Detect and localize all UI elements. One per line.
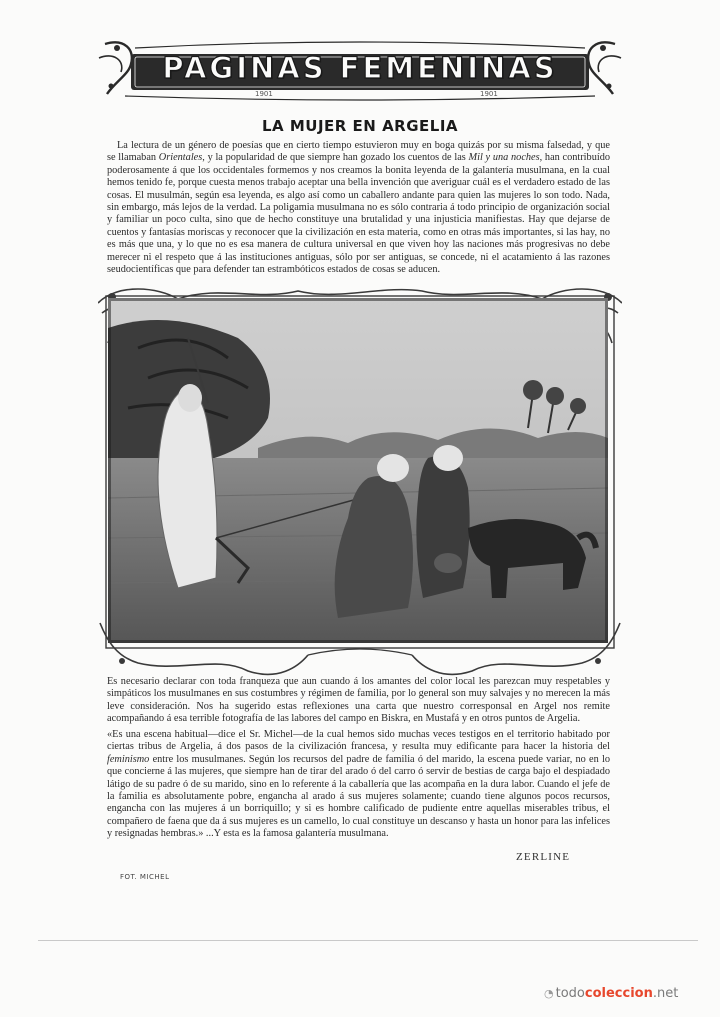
- photo-credit: FOT. MICHEL: [120, 873, 170, 881]
- article-body-paragraph: Es necesario declarar con toda franqueza que aun cuando á los amantes del color local les parezcan muy respetables y simpáticos los musulmanes en sus costumbres y régimen de familia, por lo general son muy salvajes y no merecen la más leve consideración. Nos ha sugerido estas reflexiones una carta que nuestro corresponsal en Argel nos remite acompañando á esa terrible fotografía de las labores del campo en Biskra, en Mustafá y en otros puntos de Argelia.: [107, 676, 610, 725]
- intro-text-c: , han contribuído poderosamente á que los occidentales formemos y nos creamos la bonita leyenda de la galantería musulmana, en la cual hemos tenido fe, porque cuesta menos trabajo aceptar una bella invención que averiguar cuál es el verdadero estado de las cosas. El musulmán, según esa leyenda, es algo así como un caballero andante para quien las mujeres lo son todo. Nada, sin embargo, más lejos de la verdad. La poligamia musulmana no es sólo contraria á todo principio de organización social y familiar un poco culta, sino que de hecho constituye una brutalidad y una injusticia manifiestas. Hay que dejarse de cuentos y fantasías moriscas y reconocer que la civilización en esta materia, como en otras más importantes, si las hay, no es más que una, y lo que no es esa manera de cultura universal en que viven hoy las naciones más progresivas no debe merecer ni el respeto que á las instituciones antiguas, sólo por ser antiguas, se concede, ni el acatamiento á las razones seudocientíficas que para defender tan estrambóticos estados de cosas se aducen.: [107, 152, 610, 276]
- quote-text-a: «Es una escena habitual—dice el Sr. Michel—de la cual hemos sido muchas veces testigos en el territorio habitado por ciertas tribus de Argelia, á dos pasos de la civilización francesa, y resulta muy edificante para hacer la historia del: [107, 729, 610, 753]
- intro-text-b: , y la popularidad de que siempre han gozado los cuentos de las: [202, 152, 469, 164]
- quote-italic-feminismo: feminismo: [107, 753, 150, 765]
- intro-italic-mil-y-una-noches: Mil y una noches: [468, 152, 540, 164]
- watermark: [544, 986, 678, 1001]
- quote-text-b: entre los musulmanes. Según los recursos del padre de familia ó del marido, la escena puede variar, no en lo que concierne á las mujeres, que siempre han de tirar del arado ó del carro ó servir de bestias de carga bajo el despiadado látigo de su padre ó de su marido, sino en lo referente á la caballería que las acompaña en la dura labor. Cuando el jefe de la familia es absolutamente pobre, engancha al arado á sus mujeres solamente; cuando tiene algunos pocos recursos, engancha con las mujeres á un borriquillo; y si es hombre calificado de pudiente entre aquellas miserables tribus, el compañero de faena que da á sus mujeres es un camello, lo cual constituye un descanso y hasta un honor para las infelices y resignadas hembras.» ...Y esta es la famosa galantería musulmana.: [107, 753, 610, 840]
- photo-image: [108, 298, 608, 643]
- watermark-prefix: todo: [555, 986, 585, 1001]
- watermark-suffix: .net: [652, 986, 679, 1001]
- intro-italic-orientales: Orientales: [158, 152, 203, 164]
- masthead-title: PAGINAS FEMENINAS: [162, 51, 558, 85]
- intro-text-a: La lectura de un género de poesías que en cierto tiempo estuvieron muy en boga quizás por su misma falsedad, y que se llamaban: [107, 140, 610, 164]
- masthead: [95, 38, 625, 102]
- field-labor-photograph: [108, 298, 608, 643]
- article-intro-paragraph: [107, 140, 610, 276]
- article-title: LA MUJER EN ARGELIA: [261, 117, 459, 135]
- watermark-accent: coleccion: [584, 986, 653, 1001]
- masthead-date-right: 1901: [480, 90, 498, 98]
- article-quote-paragraph: [107, 729, 610, 841]
- footer-divider: [38, 940, 698, 941]
- author-signature: ZERLINE: [516, 851, 571, 863]
- todocoleccion-logo-icon: ◔: [544, 987, 554, 1000]
- masthead-date-left: 1901: [255, 90, 273, 98]
